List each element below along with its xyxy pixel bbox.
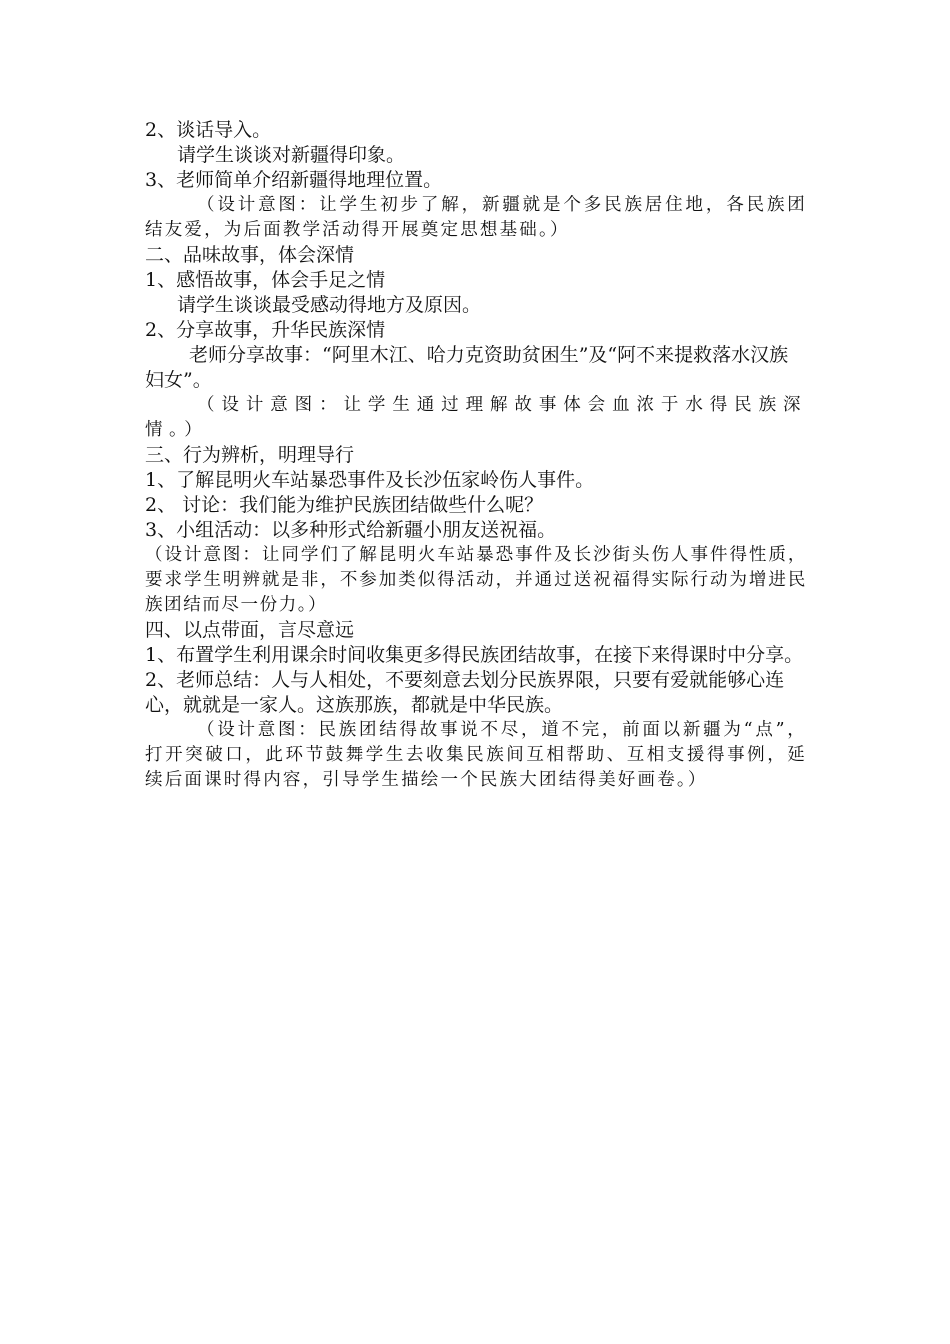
step-talk-detail: 请学生谈谈对新疆得印象。 [177,144,406,166]
document-body [145,118,807,793]
step-feel-story: 1、感悟故事，体会手足之情 [145,269,386,291]
section-heading-4: 四、以点带面，言尽意远 [145,619,355,641]
design-note-4: （设计意图：民族团结得故事说不尽，道不完，前面以新疆为“点”，打开突破口，此环节鼓舞学生去收集民族间互相帮助、互相支援得事例，延续后面课时得内容，引导学生描绘一个民族大团结得美好画卷。） [145,720,807,790]
step-collect-stories: 1、布置学生利用课余时间收集更多得民族团结故事，在接下来得课时中分享。 [145,644,804,666]
step-group-activity: 3、小组活动：以多种形式给新疆小朋友送祝福。 [145,519,557,541]
section-heading-3: 三、行为辨析，明理导行 [145,444,355,466]
step-share-story-detail: 老师分享故事：“阿里木江、哈力克资助贫困生”及“阿不来提救落水汉族妇女”。 [145,344,789,391]
step-feel-story-detail: 请学生谈谈最受感动得地方及原因。 [177,294,482,316]
design-note-3: （设计意图：让同学们了解昆明火车站暴恐事件及长沙街头伤人事件得性质，要求学生明辨就是非，不参加类似得活动，并通过送祝福得实际行动为增进民族团结而尽一份力。） [145,545,807,615]
step-discussion: 2、 讨论：我们能为维护民族团结做些什么呢？ [145,494,544,516]
step-teacher-intro: 3、老师简单介绍新疆得地理位置。 [145,169,443,191]
section-heading-2: 二、品味故事，体会深情 [145,244,355,266]
step-teacher-summary: 2、老师总结：人与人相处，不要刻意去划分民族界限，只要有爱就能够心连心，就就是一家人。这族那族，都就是中华民族。 [145,669,785,716]
step-talk-intro: 2、谈话导入。 [145,119,272,141]
design-note-2: （设计意图：让学生通过理解故事体会血浓于水得民族深情。） [145,395,807,440]
design-note-1: （设计意图：让学生初步了解，新疆就是个多民族居住地，各民族团结友爱，为后面教学活动得开展奠定思想基础。） [145,195,807,240]
step-understand-events: 1、了解昆明火车站暴恐事件及长沙伍家岭伤人事件。 [145,469,595,491]
step-share-story: 2、分享故事，升华民族深情 [145,319,386,341]
